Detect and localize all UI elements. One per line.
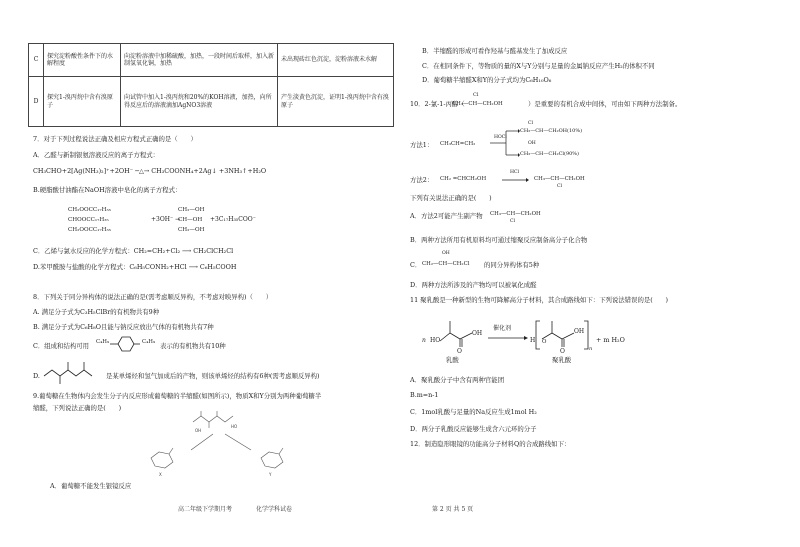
q11-option-b: B.m=n-1 [410, 391, 439, 399]
reaction-arrow-icon [488, 335, 528, 341]
table-cell: 向试管中加入1-溴丙烷和20%的KOH溶液，加热，向所得反应后的溶液滴加AgNO3溶液 [121, 77, 278, 127]
table-cell: C [29, 44, 44, 77]
catalyst-label: 催化剂 [493, 325, 512, 332]
right-column [410, 0, 782, 547]
q8-option-c-suffix: 表示的有机物共有10种 [160, 342, 226, 350]
method-1-product-1: CH₃—CH—CH₂OH(10%) [520, 128, 583, 134]
q7-option-a: A．乙醛与新制银氨溶液反应的离子方程式： [33, 151, 160, 159]
q9-option-d: D．葡萄糖半缩醛X和Y的分子式均为C₆H₁₀O₆ [422, 76, 552, 84]
isomer-substituent: OH [442, 251, 450, 256]
ester-line: CH₂OOCC₁₇H₃₅ [68, 207, 111, 213]
polymer-end-h: H [530, 337, 536, 344]
ester-line: CH₂OOCC₁₇H₃₅ [68, 227, 111, 233]
svg-text:HO: HO [231, 424, 238, 429]
table-cell: 向淀粉溶液中加稀硫酸，加热，一段时间后取样，加入新制氢氧化铜，加热 [121, 44, 278, 77]
footer-subject: 化学学科试卷 [256, 506, 293, 513]
reaction-arrow-text: +3OH⁻ → [151, 216, 181, 223]
table-row [29, 77, 394, 127]
q10-option-a-prefix: A．方法2可能产生副产物 [410, 212, 483, 220]
q9-line-1: 9.葡萄糖在生物体内会发生分子内反应形成葡萄糖的半缩醛(如图所示)，物质X和Y分别为两种葡萄糖半 [33, 392, 322, 400]
table-cell: D [29, 77, 44, 127]
q10-option-c-prefix: C． [410, 261, 422, 269]
ester-structure [68, 205, 111, 235]
q11-stem: 11 聚乳酸是一种新型的生物可降解高分子材料，其合成路线如下：下列说法错误的是( ) [410, 296, 668, 304]
q8-stem: 8．下列关于同分异构体的说法正确的是(需考虑顺反异构，不考虑对映异构)（ ） [33, 293, 273, 301]
q11-option-d: D．两分子乳酸反应能够生成含六元环的分子 [410, 425, 537, 433]
lactic-oh: OH [472, 330, 483, 337]
product-1-substituent: Cl [528, 121, 533, 126]
polymer-oh: OH [574, 328, 585, 335]
substituent-right: C₄H₉ [142, 339, 156, 345]
q8-option-b: B. 满足分子式为C₆H₈O且能与钠反应放出气体的有机物共有7种 [33, 323, 214, 331]
ester-line: CHOOCC₁₇H₃₅ [68, 217, 109, 223]
table-cell: 探究淀粉酸性条件下的水解程度 [44, 44, 121, 77]
benzene-ring-icon [110, 335, 140, 353]
glycerol-line: CH—OH [178, 217, 203, 223]
q7-stem: 7．对于下列过程说法正确及相应方程式正确的是（ ） [33, 135, 197, 143]
reaction-arrow-icon [502, 177, 530, 183]
q7-option-b: B.硬脂酸甘油酯在NaOH溶液中皂化的离子方程式： [33, 186, 182, 194]
q10-question: 下列有关说法正确的是( ) [410, 194, 492, 202]
method-1-reagent: HOCl [494, 135, 507, 140]
q10-option-b: B．两种方法所用有机原料均可通过缩聚反应制备高分子化合物 [410, 236, 588, 244]
byproduct-substituent: Cl [510, 219, 515, 224]
footer-exam-title: 高二年级下学期月考 [178, 506, 233, 513]
q7-option-c: C．乙烯与氯水反应的化学方程式：CH₂=CH₂+Cl₂ ⟶ CH₂ClCH₂Cl [33, 247, 234, 255]
polymer-subscript-n: n [589, 346, 593, 352]
q9-option-c: C．在相同条件下，等物质的量的X与Y分别与足量的金属钠反应产生H₂的体积不同 [422, 62, 655, 70]
alkane-skeleton-icon [42, 360, 102, 386]
water-byproduct: + m H₂O [596, 336, 625, 344]
lactic-ho: HO [430, 337, 441, 344]
branch-arrow-icon [490, 125, 520, 161]
product-2-substituent: OH [528, 141, 536, 146]
svg-text:X: X [159, 472, 162, 477]
svg-text:Y: Y [269, 472, 272, 477]
method-2-reagent: HCl [510, 170, 519, 175]
chlorine-label: Cl [473, 92, 479, 98]
q7-option-d: D.苯甲酰胺与盐酸的化学方程式：C₆H₅CONH₂+HCl ⟶ C₆H₅COOH [33, 263, 237, 271]
q9-option-b: B．半缩醛的形成可看作羟基与醛基发生了加成反应 [422, 47, 568, 55]
table-cell: 产生淡黄色沉淀，证明1-溴丙烷中含有溴原子 [278, 77, 394, 127]
q10-stem-prefix: 10．2-氯-1-丙醇（ [410, 100, 465, 108]
method-2-product: CH₃—CH—CH₂OH [534, 176, 585, 182]
method-1-product-2: CH₃—CH—CH₂Cl(90%) [520, 151, 580, 157]
q8-option-d-suffix: 是某单烯烃和氢气加成后的产物，则该单烯烃的结构有6种(需考虑顺反异构) [106, 372, 320, 380]
byproduct-structure: CH₃—CH—CH₂OH [490, 211, 541, 217]
coefficient-n: n [422, 337, 426, 344]
q10-stem-suffix: ）是重要的有机合成中间体，可由如下两种方法制备。 [528, 100, 682, 108]
q10-option-c-suffix: 的同分异构体有5种 [484, 261, 540, 269]
propene-structure: CH₃CH=CH₂ [440, 141, 476, 147]
q9-option-a: A．葡萄糖不能发生银镜反应 [50, 482, 132, 490]
q8-option-a: A. 满足分子式为C₃H₅ClBr的有机物共有9种 [33, 308, 160, 316]
table-cell: 探究1-溴丙烷中含有溴原子 [44, 77, 121, 127]
method-1-label: 方法1： [410, 141, 434, 149]
q11-option-a: A．聚乳酸分子中含有两种官能团 [410, 376, 505, 384]
polylactic-acid-skeleton-icon [536, 313, 606, 355]
method-2-label: 方法2： [410, 176, 434, 184]
table-cell: 未出现砖红色沉淀，淀粉溶液未水解 [278, 44, 394, 77]
isomer-structure: CH₂—CH—CH₂Cl [422, 261, 470, 267]
q8-option-c-prefix: C．组成和结构可用 [33, 342, 90, 350]
polymer-ester-o: O [542, 339, 547, 345]
q12-stem: 12．制造隐形眼镜的功能高分子材料Q的合成路线如下： [410, 440, 571, 448]
options-table [28, 43, 394, 127]
polylactic-acid-label: 聚乳酸 [552, 356, 572, 364]
lactic-carbonyl-o: O [457, 348, 462, 355]
table-row [29, 44, 394, 77]
q7-equation-a: CH₃CHO+2[Ag(NH₃)₂]⁺+2OH⁻ ─△→ CH₃COONH₄+2Ag↓ +3NH₃↑+H₂O [33, 167, 267, 175]
method-2-substituent: Cl [557, 184, 562, 189]
page-number: 第 2 页 共 5 页 [432, 506, 474, 513]
q8-option-d-prefix: D. [33, 372, 40, 380]
substituent-left: C₄H₉ [96, 339, 110, 345]
left-column [28, 0, 400, 547]
lactic-acid-label: 乳酸 [446, 356, 459, 364]
glycerol-structure [178, 205, 204, 235]
chloropropanol-structure: CH₃—CH—CH₂OH [452, 101, 503, 107]
allyl-alcohol-structure: CH₂ =CHCH₂OH [440, 176, 487, 182]
glycerol-line: CH₂—OH [178, 207, 205, 213]
soap-product: +3C₁₇H₃₅COO⁻ [210, 216, 256, 223]
glucose-hemiacetal-diagram [133, 410, 303, 480]
q11-option-c: C．1mol乳酸与足量的Na反应生成1mol H₂ [410, 408, 537, 416]
polymer-carbonyl-o: O [560, 348, 565, 355]
glycerol-line: CH₂—OH [178, 227, 205, 233]
q10-option-d: D．两种方法所涉及的产物均可以被氧化成醛 [410, 281, 537, 289]
svg-text:OH: OH [195, 428, 202, 433]
q9-line-2: 缩醛，下列说法正确的是( ) [33, 404, 122, 412]
